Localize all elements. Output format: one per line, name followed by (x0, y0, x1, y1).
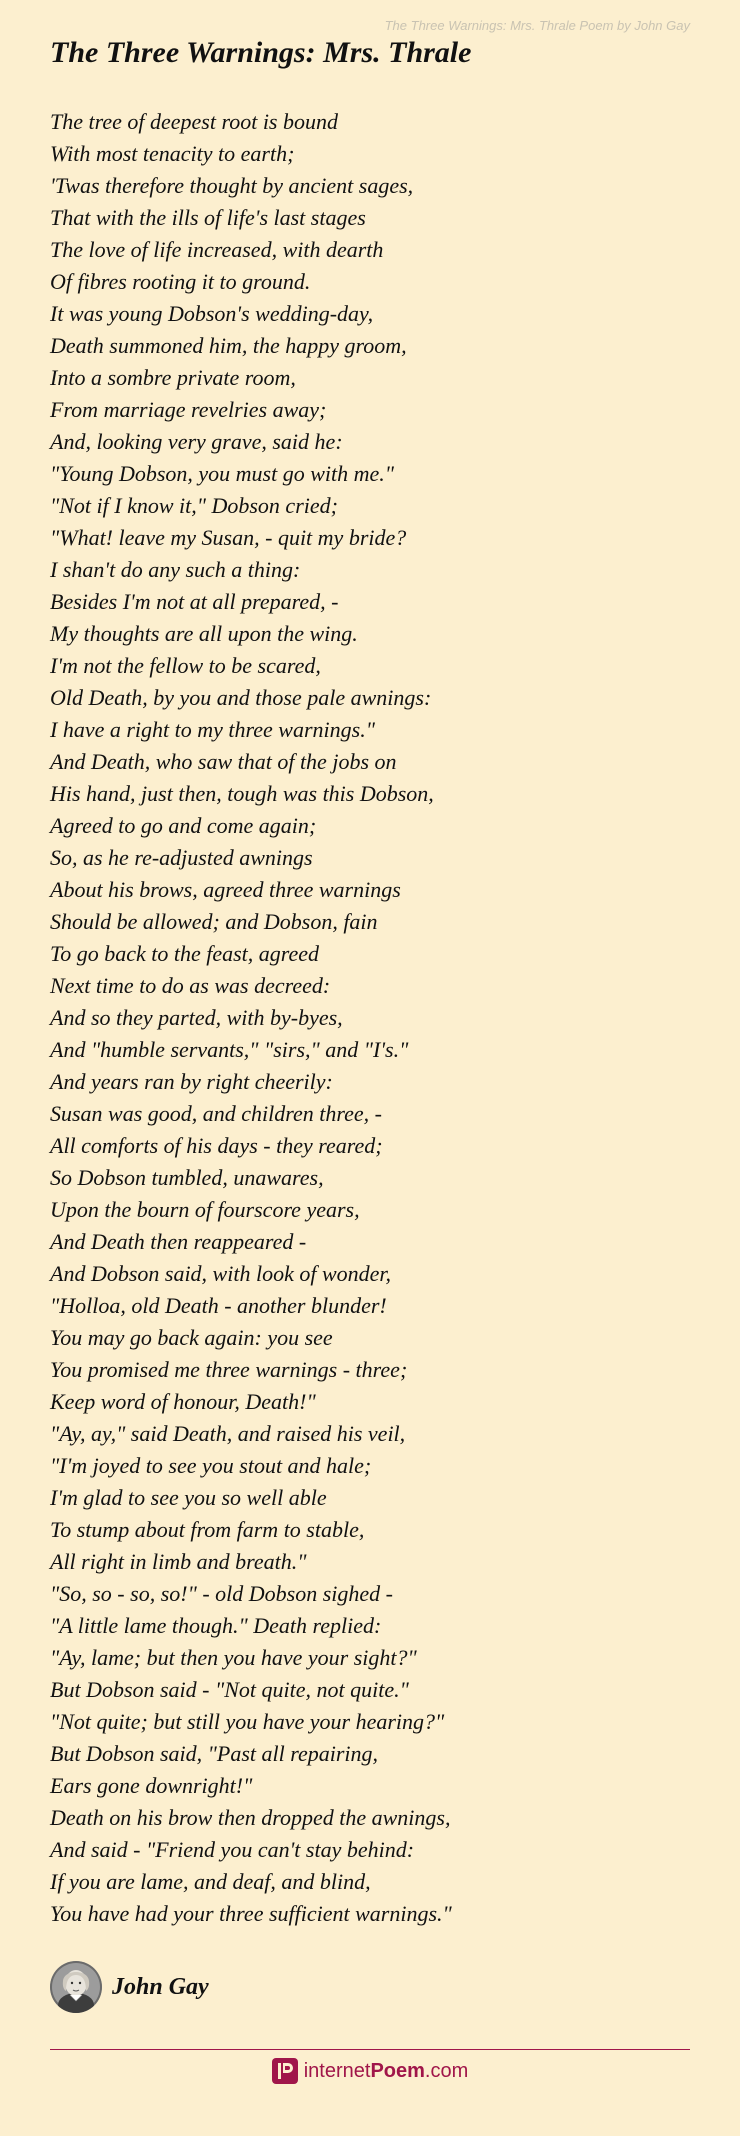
poem-line: "Ay, lame; but then you have your sight?" (50, 1645, 417, 1670)
poem-line: But Dobson said, "Past all repairing, (50, 1741, 379, 1766)
author-block[interactable] (50, 1961, 209, 2013)
brand-text-internet: internet (303, 2059, 371, 2082)
header-caption: The Three Warnings: Mrs. Thrale Poem by John Gay (384, 18, 690, 33)
poem-line: Old Death, by you and those pale awnings: (50, 685, 432, 710)
brand-text-com: .com (424, 2059, 469, 2082)
poem-line: "What! leave my Susan, - quit my bride? (50, 525, 407, 550)
poem-line: The love of life increased, with dearth (50, 237, 384, 262)
poem-line: I shan't do any such a thing: (50, 557, 301, 582)
poem-line: "Ay, ay," said Death, and raised his veil, (50, 1421, 406, 1446)
poem-line: 'Twas therefore thought by ancient sages, (50, 173, 414, 198)
poem-line: You have had your three sufficient warnings." (50, 1901, 452, 1926)
poem-line: All right in limb and breath." (50, 1549, 307, 1574)
poem-line: So Dobson tumbled, unawares, (50, 1165, 324, 1190)
poem-line: And "humble servants," "sirs," and "I's." (50, 1037, 409, 1062)
poem-line: Agreed to go and come again; (50, 813, 317, 838)
poem-line: "Young Dobson, you must go with me." (50, 461, 395, 486)
poem-line: That with the ills of life's last stages (50, 205, 366, 230)
poem-title: The Three Warnings: Mrs. Thrale (50, 36, 472, 69)
poem-line: To go back to the feast, agreed (50, 941, 320, 966)
poem-line: And said - "Friend you can't stay behind: (50, 1837, 415, 1862)
poem-line: Into a sombre private room, (50, 365, 296, 390)
poem-line: Next time to do as was decreed: (50, 973, 331, 998)
poem-line: I have a right to my three warnings." (50, 717, 375, 742)
poem-line: And years ran by right cheerily: (50, 1069, 333, 1094)
poem-line: Upon the bourn of fourscore years, (50, 1197, 360, 1222)
poem-line: Keep word of honour, Death!" (50, 1389, 316, 1414)
poem-line: And Death, who saw that of the jobs on (50, 749, 397, 774)
poem-line: To stump about from farm to stable, (50, 1517, 365, 1542)
poem-line: Of fibres rooting it to ground. (50, 269, 311, 294)
poem-line: His hand, just then, tough was this Dobson, (50, 781, 434, 806)
poem-line: And, looking very grave, said he: (50, 429, 343, 454)
poem-line: "Not quite; but still you have your hearing?" (50, 1709, 445, 1734)
poem-line: About his brows, agreed three warnings (50, 877, 401, 902)
poem-line: "I'm joyed to see you stout and hale; (50, 1453, 372, 1478)
poem-body (50, 106, 690, 1930)
poem-line: The tree of deepest root is bound (50, 109, 338, 134)
poem-line: My thoughts are all upon the wing. (50, 621, 358, 646)
author-portrait-icon (50, 1961, 102, 2013)
brand-text-poem: Poem (370, 2059, 425, 2082)
poem-line: And Dobson said, with look of wonder, (50, 1261, 392, 1286)
poem-line: From marriage revelries away; (50, 397, 327, 422)
poem-line: "So, so - so, so!" - old Dobson sighed - (50, 1581, 393, 1606)
internetpoem-logo-icon (272, 2058, 298, 2084)
author-name[interactable]: John Gay (112, 1973, 209, 2000)
poem-line: Death on his brow then dropped the awnings, (50, 1805, 451, 1830)
poem-line: Susan was good, and children three, - (50, 1101, 383, 1126)
poem-line: All comforts of his days - they reared; (50, 1133, 383, 1158)
poem-line: I'm glad to see you so well able (50, 1485, 327, 1510)
poem-line: "Holloa, old Death - another blunder! (50, 1293, 387, 1318)
poem-line: "Not if I know it," Dobson cried; (50, 493, 338, 518)
poem-line: Ears gone downright!" (50, 1773, 253, 1798)
poem-line: It was young Dobson's wedding-day, (50, 301, 374, 326)
poem-line: You promised me three warnings - three; (50, 1357, 408, 1382)
poem-line: And so they parted, with by-byes, (50, 1005, 343, 1030)
poem-line: With most tenacity to earth; (50, 141, 295, 166)
poem-line: You may go back again: you see (50, 1325, 333, 1350)
author-avatar[interactable] (50, 1961, 102, 2013)
poem-line: So, as he re-adjusted awnings (50, 845, 313, 870)
poem-line: Besides I'm not at all prepared, - (50, 589, 339, 614)
poem-line: Should be allowed; and Dobson, fain (50, 909, 378, 934)
poem-line: And Death then reappeared - (50, 1229, 307, 1254)
poem-line: Death summoned him, the happy groom, (50, 333, 407, 358)
site-brand-link[interactable] (0, 2058, 740, 2084)
poem-line: If you are lame, and deaf, and blind, (50, 1869, 371, 1894)
poem-line: "A little lame though." Death replied: (50, 1613, 382, 1638)
footer-divider (50, 2049, 690, 2050)
poem-line: I'm not the fellow to be scared, (50, 653, 321, 678)
poem-line: But Dobson said - "Not quite, not quite." (50, 1677, 409, 1702)
